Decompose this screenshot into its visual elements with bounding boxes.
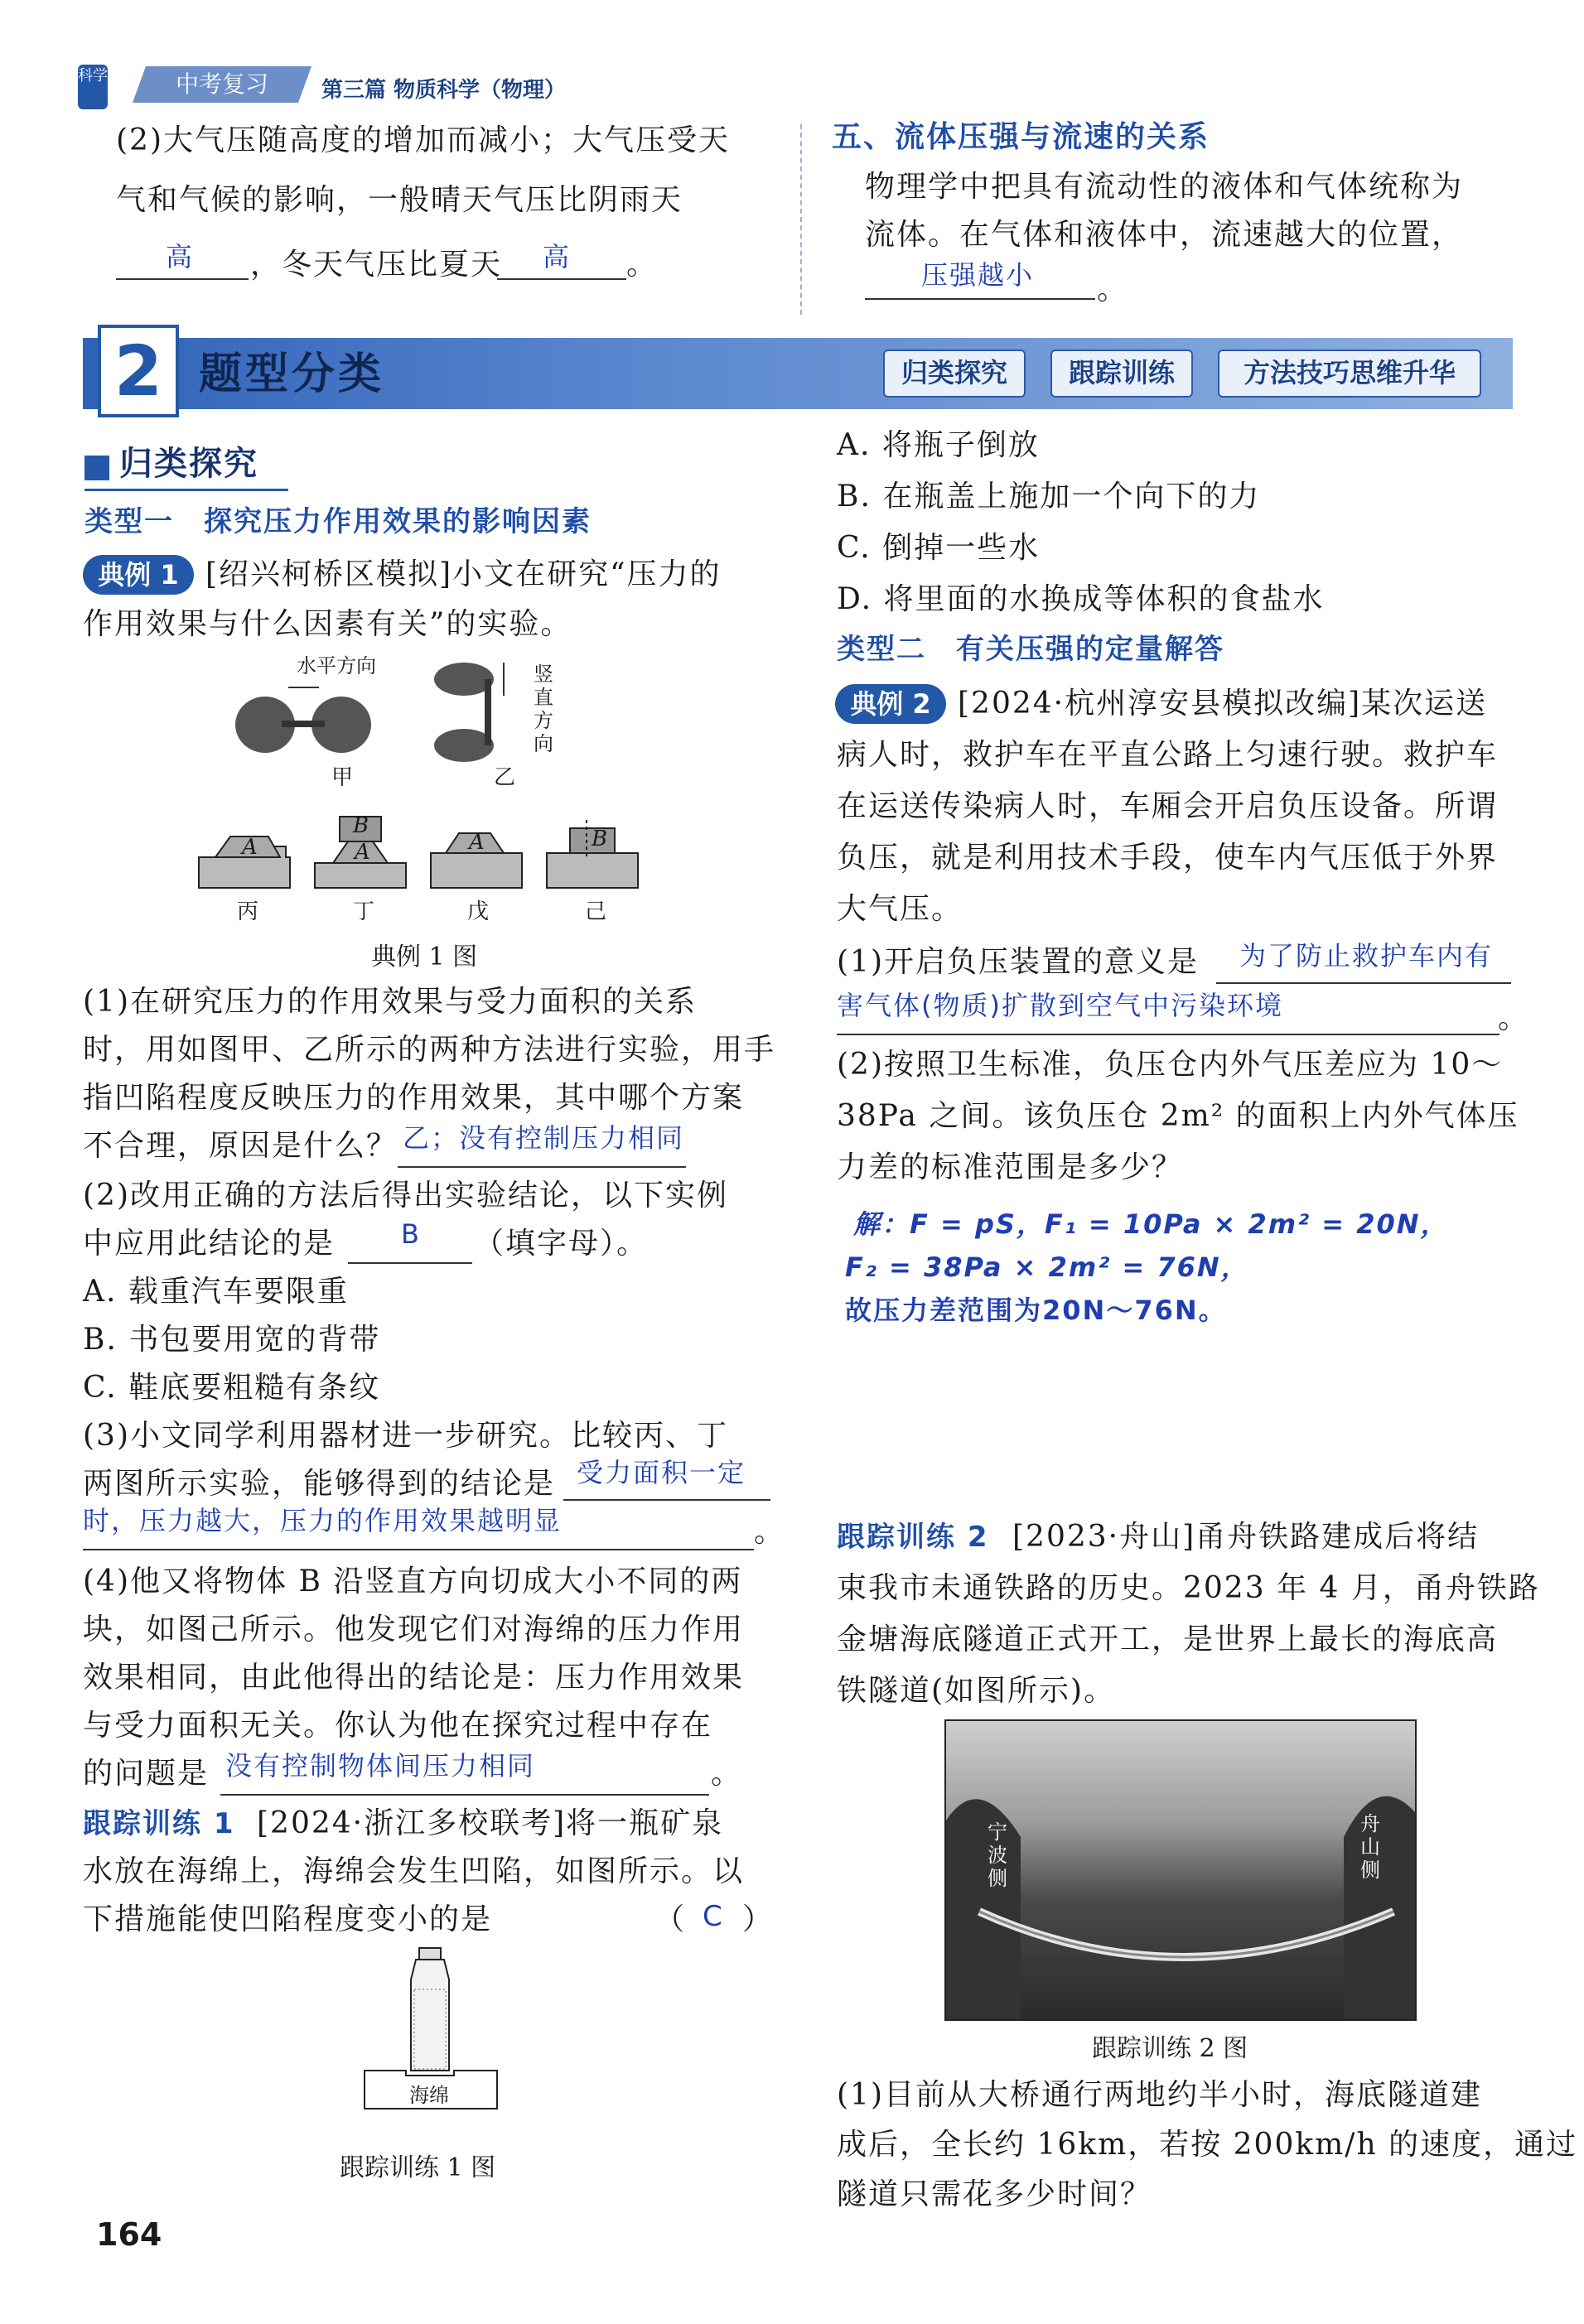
fig-label-A-bing: A [242,835,258,860]
q4-line2: 块，如图己所示。他发现它们对海绵的压力作用 [83,1613,745,1647]
top-right-end: 。 [1097,272,1129,306]
tr1-answer: C [703,1900,724,1933]
q3-line2: 两图所示实验，能够得到的结论是 [83,1467,556,1501]
ex2-line3: 在运送传染病人时，车厢会开启负压设备。所谓 [837,789,1499,823]
tr1-paren-right: ） [742,1902,775,1936]
q1-answer: 乙；没有控制压力相同 [403,1122,685,1154]
photo-label-ningbo: 宁波侧 [988,1820,1007,1890]
top-left-line2: 气和气候的影响，一般晴天气压比阴雨天 [116,183,683,217]
q3-answer-part1: 受力面积一定 [577,1457,746,1488]
section-title-underline [85,489,288,491]
banner-number: 2 [98,325,179,417]
tab-follow-training[interactable]: 跟踪训练 [1050,350,1193,398]
header-tab-label: 中考复习 [175,70,268,98]
tr1-caption: 跟踪训练 1 图 [340,2153,496,2182]
q3-answer-part2: 时，压力越大，压力的作用效果越明显 [83,1505,563,1536]
q3-line1: (3)小文同学利用器材进一步研究。比较丙、丁 [83,1419,728,1453]
fig-label-A-wu: A [469,830,485,855]
q4-end: 。 [711,1757,743,1791]
top-right-line1: 物理学中把具有流动性的液体和气体统称为 [865,170,1464,204]
q4-line3: 效果相同，由此他得出的结论是：压力作用效果 [83,1661,745,1695]
figure-caption: 典例 1 图 [371,943,478,972]
tr1-line3: 下措施能使凹陷程度变小的是 [83,1902,493,1936]
tr2-q1-line2: 成后，全长约 16km，若按 200km/h 的速度，通过 [837,2128,1578,2162]
ex2-q2-line3: 力差的标准范围是多少？ [837,1150,1184,1184]
figure-jia-hands [235,687,371,753]
solution-line3: 故压力差范围为20N～76N。 [845,1295,1227,1326]
section-title-icon [85,456,109,480]
q2-line2a: 中应用此结论的是 [83,1227,336,1261]
fig-label-wu: 戊 [467,899,490,924]
answer-high-1: 高 [166,241,195,272]
header-tab [133,66,311,103]
page-number: 164 [96,2216,162,2253]
fig-label-bing: 丙 [237,899,259,924]
tr2-line4: 铁隧道(如图所示)。 [837,1674,1116,1708]
answer-blank [837,1034,1499,1035]
header-section: 第三篇 物质科学（物理） [321,78,567,103]
answer-blank [220,1794,709,1796]
ex1-line1: [绍兴柯桥区模拟]小文在研究“压力的 [205,557,722,591]
column-divider [800,124,802,315]
tr2-line2: 束我市未通铁路的历史。2023 年 4 月，甬舟铁路 [837,1571,1540,1605]
header-logo: 科学 [78,65,108,109]
example2-tag: 典例 2 [835,684,946,724]
ex2-line4: 负压，就是利用技术手段，使车内气压低于外界 [837,841,1499,875]
top-left-mid: ，冬天气压比夏天 [250,248,503,282]
type1-heading: 类型一 探究压力作用效果的影响因素 [85,505,592,538]
tr2-q1-line1: (1)目前从大桥通行两地约半小时，海底隧道建 [837,2078,1482,2112]
top-right-line2: 流体。在气体和液体中，流速越大的位置， [865,218,1464,252]
fig-label-yi: 乙 [494,765,516,790]
solution-line2: F₂ = 38Pa × 2m² = 76N， [845,1251,1249,1283]
sponge-label: 海绵 [409,2084,449,2107]
q4-line4: 与受力面积无关。你认为他在探究过程中存在 [83,1709,713,1743]
q4-line5: 的问题是 [83,1757,210,1791]
tr1-tag: 跟踪训练 1 [83,1807,235,1840]
tunnel-photo [944,1719,1417,2021]
tr1-option-c: C. 倒掉一些水 [837,531,1041,565]
ex2-q2-line1: (2)按照卫生标准，负压仓内外气压差应为 10～ [837,1048,1504,1082]
tr2-line3: 金塘海底隧道正式开工，是世界上最长的海底高 [837,1622,1499,1656]
solution-line1: 解：F = pS，F₁ = 10Pa × 2m² = 20N， [853,1208,1449,1240]
fig-label-B-ji: B [592,827,608,851]
tr2-tag: 跟踪训练 2 [837,1521,989,1554]
tr2-line1: [2023·舟山]甬舟铁路建成后将结 [1012,1520,1480,1554]
tr1-line1: [2024·浙江多校联考]将一瓶矿泉 [257,1806,724,1840]
fig-label-ji: 己 [585,899,607,924]
answer-pressure-smaller: 压强越小 [921,259,1035,291]
example1-tag: 典例 1 [83,555,194,595]
tr1-option-a: A. 将瓶子倒放 [837,428,1040,462]
fig-label-jia: 甲 [331,765,354,790]
tr1-option-d: D. 将里面的水换成等体积的食盐水 [837,582,1325,616]
tunnel-svg [946,1721,1415,2019]
ex2-line1: [2024·杭州淳安县模拟改编]某次运送 [958,687,1488,721]
tr2-caption: 跟踪训练 2 图 [1092,2034,1248,2063]
tr1-paren-left: （ [654,1902,687,1936]
ex2-line2: 病人时，救护车在平直公路上匀速行驶。救护车 [837,738,1499,772]
q4-line1: (4)他又将物体 B 沿竖直方向切成大小不同的两 [83,1565,743,1598]
q1-line3: 指凹陷程度反映压力的作用效果，其中哪个方案 [83,1081,745,1115]
top-left-line1: (2)大气压随高度的增加而减小；大气压受天 [116,123,730,157]
fig-label-ding: 丁 [353,899,375,924]
banner-title: 题型分类 [199,350,385,399]
q1-line1: (1)在研究压力的作用效果与受力面积的关系 [83,985,697,1019]
top-left-end: 。 [626,248,659,282]
ex2-q1-answer-part2: 害气体(物质)扩散到空气中污染环境 [837,990,1283,1021]
ex2-q1-answer-part1: 为了防止救护车内有 [1239,940,1494,972]
q2-option-c: C. 鞋底要粗糙有条纹 [83,1371,381,1405]
q2-answer: B [401,1218,421,1250]
fig-label-vertical: 竖直方向 [534,663,553,755]
q2-option-a: A. 载重汽车要限重 [83,1275,349,1309]
ex2-q1-end: 。 [1498,1001,1530,1035]
q2-option-b: B. 书包要用宽的背带 [83,1323,381,1357]
example1-figure [191,654,654,972]
fig-label-horizontal: 水平方向 [297,654,376,677]
figure-yi-hands [434,663,504,762]
bottle-figure [356,1946,505,2112]
ex2-line5: 大气压。 [837,892,963,926]
answer-blank [348,1262,472,1264]
q4-answer: 没有控制物体间压力相同 [225,1750,536,1782]
answer-blank [83,1549,754,1550]
fluid-heading: 五、流体压强与流速的关系 [832,120,1210,154]
answer-high-2: 高 [543,241,572,272]
ex2-q2-line2: 38Pa 之间。该负压仓 2m² 的面积上内外气体压 [837,1099,1519,1133]
fig-label-B-ding: B [353,813,369,838]
answer-blank [563,1499,770,1501]
q1-line2: 时，用如图甲、乙所示的两种方法进行实验，用手 [83,1033,776,1067]
tab-method-skills[interactable]: 方法技巧思维升华 [1218,350,1481,398]
tr1-line2: 水放在海绵上，海绵会发生凹陷，如图所示。以 [83,1854,745,1888]
answer-blank [398,1166,686,1168]
tr1-option-b: B. 在瓶盖上施加一个向下的力 [837,480,1261,513]
ex1-line2: 作用效果与什么因素有关”的实验。 [83,607,572,641]
q1-line4: 不合理，原因是什么？ [83,1129,398,1163]
fig-label-A-ding: A [355,840,370,865]
q2-line1: (2)改用正确的方法后得出实验结论，以下实例 [83,1179,728,1213]
ex2-q1-line1: (1)开启负压装置的意义是 [837,945,1199,979]
tr2-q1-line3: 隧道只需花多少时间？ [837,2177,1152,2211]
tab-classify-explore[interactable]: 归类探究 [883,350,1026,398]
q2-line2b: （填字母）。 [474,1227,649,1261]
type2-heading: 类型二 有关压强的定量解答 [837,633,1224,666]
q3-end: 。 [754,1515,786,1549]
photo-label-zhoushan: 舟山侧 [1360,1812,1380,1882]
section-title: 归类探究 [119,445,258,483]
